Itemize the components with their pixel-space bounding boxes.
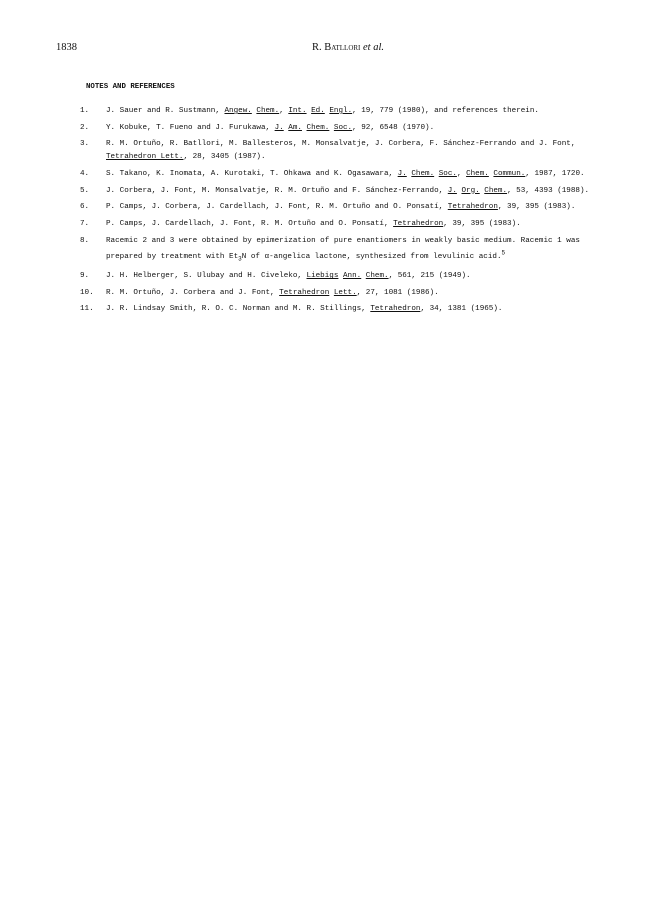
reference-item [80, 287, 618, 300]
reference-item [80, 201, 618, 214]
reference-text: R. M. Ortuño, R. Batllori, M. Ballesteros, M. Monsalvatje, J. Corbera, F. Sánchez-Ferrando and J. Font, Tetrahedron Lett., 28, 3405 (1987). [106, 140, 576, 162]
reference-number: 4. [80, 169, 90, 178]
reference-item [80, 235, 618, 266]
reference-text: Y. Kobuke, T. Fueno and J. Furukawa, J. Am. Chem. Soc., 92, 6548 (1970). [106, 123, 435, 132]
reference-item [80, 105, 618, 118]
reference-number: 10. [80, 288, 94, 297]
reference-item [80, 185, 618, 198]
reference-number: 5. [80, 186, 90, 195]
reference-number: 8. [80, 236, 90, 245]
running-head-et-al: et al. [363, 42, 385, 53]
reference-list [80, 105, 618, 320]
reference-text: J. Corbera, J. Font, M. Monsalvatje, R. M. Ortuño and F. Sánchez-Ferrando, J. Org. Chem., 53, 4393 (1988). [106, 186, 590, 195]
reference-text: P. Camps, J. Cardellach, J. Font, R. M. Ortuño and O. Ponsatí, Tetrahedron, 39, 395 (1983). [106, 219, 521, 228]
reference-number: 1. [80, 107, 90, 115]
reference-text: J. R. Lindsay Smith, R. O. C. Norman and M. R. Stillings, Tetrahedron, 34, 1381 (1965). [106, 305, 503, 314]
reference-item [80, 168, 618, 181]
reference-text: R. M. Ortuño, J. Corbera and J. Font, Tetrahedron Lett., 27, 1081 (1986). [106, 288, 439, 297]
reference-text: J. Sauer and R. Sustmann, Angew. Chem., Int. Ed. Engl., 19, 779 (1980), and references therein. [106, 107, 539, 115]
running-head [0, 42, 672, 53]
reference-number: 3. [80, 140, 90, 149]
reference-text: J. H. Helberger, S. Ulubay and H. Civeleko, Liebigs Ann. Chem., 561, 215 (1949). [106, 272, 471, 281]
reference-text: Racemic 2 and 3 were obtained by epimerization of pure enantiomers in weakly basic medium. Racemic 1 was prepared by treatment with $Et_3N$ of α-angelica lactone, synthesized from levulinic acid.$^5$ [106, 236, 580, 263]
reference-number: 2. [80, 123, 90, 132]
section-heading: NOTES AND REFERENCES [86, 83, 175, 91]
reference-number: 9. [80, 272, 90, 281]
reference-text: P. Camps, J. Corbera, J. Cardellach, J. Font, R. M. Ortuño and O. Ponsatí, Tetrahedron, 39, 395 (1983). [106, 203, 576, 212]
reference-text: S. Takano, K. Inomata, A. Kurotaki, T. Ohkawa and K. Ogasawara, J. Chem. Soc., Chem. Commun., 1987, 1720. [106, 169, 585, 178]
reference-item [80, 218, 618, 231]
reference-item [80, 138, 618, 163]
reference-number: 6. [80, 203, 90, 212]
page-number: 1838 [56, 42, 77, 53]
reference-item [80, 122, 618, 135]
reference-number: 11. [80, 305, 94, 314]
reference-item [80, 270, 618, 283]
reference-number: 7. [80, 219, 90, 228]
reference-item [80, 303, 618, 316]
running-head-author: R. Batllori [311, 42, 361, 53]
